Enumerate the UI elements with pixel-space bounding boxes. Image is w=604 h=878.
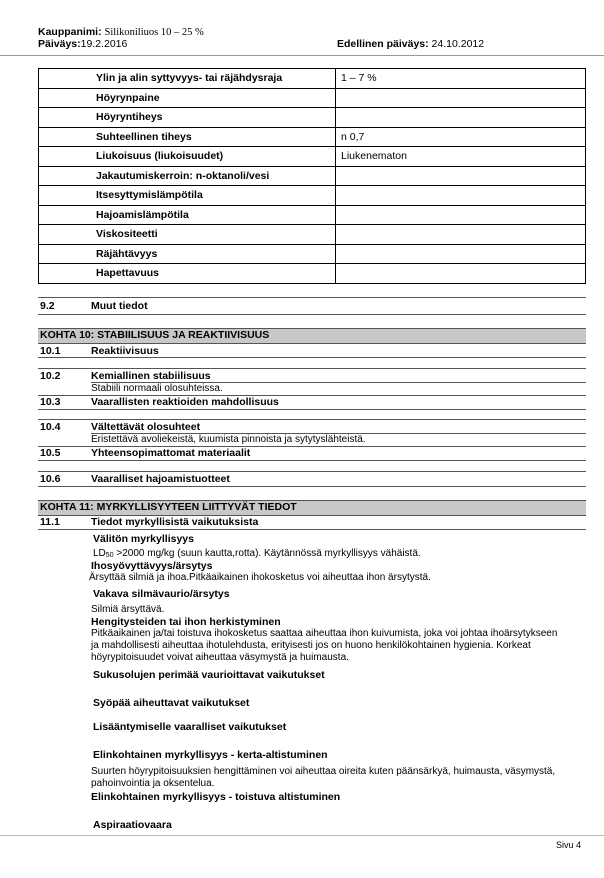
trade-name-label: Kauppanimi: [38, 26, 102, 38]
properties-table [38, 68, 586, 284]
property-label: Höyrynpaine [39, 88, 336, 108]
table-row [39, 264, 586, 284]
section-divider [38, 314, 586, 315]
section-divider [38, 368, 586, 369]
footer-divider [0, 835, 604, 836]
header-divider [0, 55, 604, 56]
page-number: Sivu 4 [556, 840, 582, 850]
property-value [336, 186, 586, 206]
eye-damage-title: Vakava silmävaurio/ärsytys [93, 588, 230, 600]
property-label: Jakautumiskerroin: n-oktanoli/vesi [39, 166, 336, 186]
eye-damage-text: Silmiä ärsyttävä. [91, 604, 165, 615]
table-row [39, 186, 586, 206]
trade-name-value: Silikoniliuos 10 – 25 % [104, 27, 204, 38]
property-label: Itsesyttymislämpötila [39, 186, 336, 206]
section-number: 10.6 [40, 473, 61, 485]
date-label: Päiväys: [38, 38, 81, 50]
property-label: Höyryntiheys [39, 108, 336, 128]
section-title: Reaktiivisuus [91, 345, 159, 357]
skin-irritation-title: Ihosyövyttävyys/ärsytys [91, 560, 213, 572]
section-divider [38, 529, 586, 530]
ld-subscript: 50 [105, 552, 114, 559]
skin-irritation-text: Ärsyttää silmiä ja ihoa.Pitkäaikainen ihokosketus voi aiheuttaa ihon ärsytystä. [89, 572, 431, 583]
prev-date-label: Edellinen päiväys: [337, 38, 429, 50]
section-divider [38, 471, 586, 472]
property-value: Liukenematon [336, 147, 586, 167]
carcinogenicity-title: Syöpää aiheuttavat vaikutukset [93, 697, 250, 709]
table-row [39, 88, 586, 108]
property-value [336, 244, 586, 264]
property-value [336, 88, 586, 108]
stot-se-title: Elinkohtainen myrkyllisyys - kerta-altistuminen [93, 749, 328, 761]
trade-name-line [38, 26, 586, 38]
section-number: 10.5 [40, 447, 61, 459]
stot-re-title: Elinkohtainen myrkyllisyys - toistuva altistuminen [91, 791, 341, 803]
property-value [336, 225, 586, 245]
property-label: Hajoamislämpötila [39, 205, 336, 225]
section-title: Kemiallinen stabiilisuus [91, 370, 211, 382]
table-row [39, 225, 586, 245]
section-number: 10.1 [40, 345, 61, 357]
prev-date [337, 38, 484, 50]
section-10-title: KOHTA 10: STABIILISUUS JA REAKTIIVISUUS [40, 329, 270, 341]
property-label: Viskositeetti [39, 225, 336, 245]
section-number: 10.2 [40, 370, 61, 382]
section-number: 10.3 [40, 396, 61, 408]
section-title: Vaaralliset hajoamistuotteet [91, 473, 230, 485]
section-text: Stabiili normaali olosuhteissa. [91, 383, 223, 394]
header [38, 26, 586, 51]
section-divider [38, 409, 586, 410]
section-number: 9.2 [40, 300, 55, 312]
section-number: 10.4 [40, 421, 61, 433]
property-label: Ylin ja alin syttyvyys- tai räjähdysraja [39, 69, 336, 89]
ld-value-text: >2000 mg/kg (suun kautta,rotta). Käytännössä myrkyllisyys vähäistä. [113, 548, 421, 559]
table-row [39, 244, 586, 264]
property-label: Räjähtävyys [39, 244, 336, 264]
property-label: Hapettavuus [39, 264, 336, 284]
table-row [39, 166, 586, 186]
section-title: Tiedot myrkyllisistä vaikutuksista [91, 516, 259, 528]
table-row [39, 147, 586, 167]
section-title: Vaarallisten reaktioiden mahdollisuus [91, 396, 279, 408]
table-row [39, 127, 586, 147]
section-divider [38, 357, 586, 358]
section-divider [38, 419, 586, 420]
prev-date-value: 24.10.2012 [431, 38, 485, 50]
date-line [38, 38, 586, 51]
section-title: Yhteensopimattomat materiaalit [91, 447, 251, 459]
section-title: Muut tiedot [91, 300, 148, 312]
table-row [39, 108, 586, 128]
section-number: 11.1 [40, 516, 60, 528]
aspiration-title: Aspiraatiovaara [93, 819, 172, 831]
property-label: Liukoisuus (liukoisuudet) [39, 147, 336, 167]
property-value: n 0,7 [336, 127, 586, 147]
property-label: Suhteellinen tiheys [39, 127, 336, 147]
reproductive-toxicity-title: Lisääntymiselle vaaralliset vaikutukset [93, 721, 287, 733]
property-value [336, 205, 586, 225]
section-divider [38, 486, 586, 487]
property-value [336, 264, 586, 284]
property-value [336, 108, 586, 128]
section-title: Vältettävät olosuhteet [91, 421, 201, 433]
mutagenicity-title: Sukusolujen perimää vaurioittavat vaikutukset [93, 669, 325, 681]
section-11-title: KOHTA 11: MYRKYLLISYYTEEN LIITTYVÄT TIEDOT [40, 501, 297, 513]
sensitisation-text: Pitkäaikainen ja/tai toistuva ihokosketus saattaa aiheuttaa ihon kuivumista, joka voi johtaa ihoärsytykseen ja mahdollisesti aiheuttaa ihotulehdusta, erityisesti jos on huono henkilökohtainen hygienia. Korkeat höyrypitoisuudet voivat aiheuttaa väsymystä ja huimausta. [91, 628, 558, 663]
acute-toxicity-title: Välitön myrkyllisyys [93, 533, 194, 545]
property-value: 1 – 7 % [336, 69, 586, 89]
section-divider [38, 460, 586, 461]
section-text: Eristettävä avoliekeistä, kuumista pinnoista ja sytytyslähteistä. [91, 434, 366, 445]
date-value: 19.2.2016 [80, 38, 128, 50]
table-row [39, 69, 586, 89]
section-divider [38, 297, 586, 298]
ld-label: LD [93, 548, 106, 559]
sensitisation-title: Hengitysteiden tai ihon herkistyminen [91, 616, 281, 628]
property-value [336, 166, 586, 186]
table-row [39, 205, 586, 225]
stot-se-text: Suurten höyrypitoisuuksien hengittäminen voi aiheuttaa oireita kuten päänsärkyä, huimausta, väsymystä, pahoinvointia ja oksentelua. [91, 766, 556, 789]
